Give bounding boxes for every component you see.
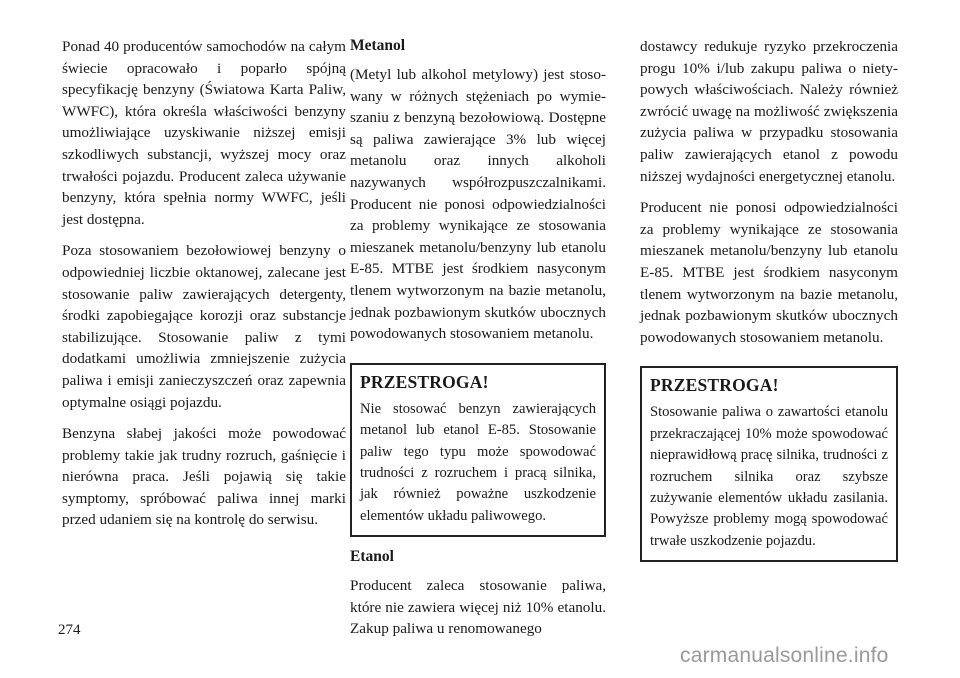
paragraph-methanol: (Metyl lub alkohol metylowy) jest stosowany w różnych stężeniach po wymieszaniu z benzyną bezołowiową. Dostępne są paliwa zawierające 3% lub więcej metanolu oraz innych alkoholi nazywanych współrozpuszczalnikami. Producent nie ponosi odpowiedzialności za problemy wynikające ze stosowania mieszanek metanolu/benzyny lub etanolu E-85. MTBE jest środkiem nasyconym tlenem wytworzonym na bazie metanolu, jednak pozbawionym skutków ubocznych powodowanych stosowaniem metanolu. xyxy=(350,66,606,343)
column-right xyxy=(640,36,898,572)
column-middle xyxy=(350,36,606,650)
warning-text: Stosowanie paliwa o zawartości etanolu przekraczającej 10% może spowodować nieprawidłową pracę silnika, trudności z rozruchem silnika oraz szybsze zużywanie elementów układu zasilania. Powyższe problemy mogą spowodować trwałe uszkodzenie pojazdu. xyxy=(650,404,888,549)
warning-box-methanol xyxy=(350,363,606,537)
warning-title: PRZESTROGA! xyxy=(650,375,779,396)
column-left xyxy=(62,36,346,541)
heading-methanol: Metanol xyxy=(350,37,406,54)
paragraph-ethanol: Producent zaleca stosowanie paliwa, które nie zawiera więcej niż 10% etanolu. Zakup paliwa u renomowanego xyxy=(350,577,606,638)
page-number: 274 xyxy=(58,622,81,638)
paragraph-wwfc: Ponad 40 producentów samochodów na całym świecie opracowało i poparło spójną specyfikację benzyny (Światowa Karta Paliw, WWFC), która określa właściwości benzyny umożliwiające uzyskiwanie niższej emisji szkodliwych substancji, wyższej mocy oraz trwałości pojazdu. Producent zaleca używanie benzyny, która spełnia normy WWFC, jeśli jest dostępna. xyxy=(62,38,346,228)
paragraph-ethanol-continued: dostawcy redukuje ryzyko przekroczenia progu 10% i/lub zakupu paliwa o nietypowych właściwościach. Należy również zwrócić uwagę na możliwość zwiększenia zużycia paliwa w przypadku stosowania paliw zawierających etanol z powodu niższej wydajności energetycznej etanolu. xyxy=(640,38,898,185)
watermark: carmanualsonline.info xyxy=(680,644,889,667)
warning-box-ethanol xyxy=(640,366,898,562)
warning-text: Nie stosować benzyn zawierających metanol lub etanol E-85. Stosowanie paliw tego typu może spowodować trudności z rozruchem i pracą silnika, jak również poważne uszkodzenie elementów układu paliwowego. xyxy=(360,400,596,524)
warning-title: PRZESTROGA! xyxy=(360,371,489,392)
paragraph-poor-fuel: Benzyna słabej jakości może powodować problemy takie jak trudny rozruch, gaśnięcie i nierówna praca. Jeśli pojawią się takie symptomy, spróbować paliwa innej marki przed udaniem się na kontrolę do serwisu. xyxy=(62,425,346,529)
paragraph-liability: Producent nie ponosi odpowiedzialności za problemy wynikające ze stosowania mieszanek metanolu/benzyny lub etanolu E-85. MTBE jest środkiem nasyconym tlenem wytworzonym na bazie metanolu, jednak pozbawionym skutków ubocznych powodowanych stosowaniem metanolu. xyxy=(640,199,898,346)
heading-ethanol: Etanol xyxy=(350,548,394,566)
paragraph-detergents: Poza stosowaniem bezołowiowej benzyny o odpowiedniej liczbie oktanowej, zalecane jest stosowanie paliw zawierających detergenty, środki zapobiegające korozji oraz substancje stabilizujące. Stosowanie paliw z tymi dodatkami umożliwia zmniejszenie zużycia paliwa i emisji zanieczyszczeń oraz zapewnia optymalne osiągi pojazdu. xyxy=(62,242,346,411)
